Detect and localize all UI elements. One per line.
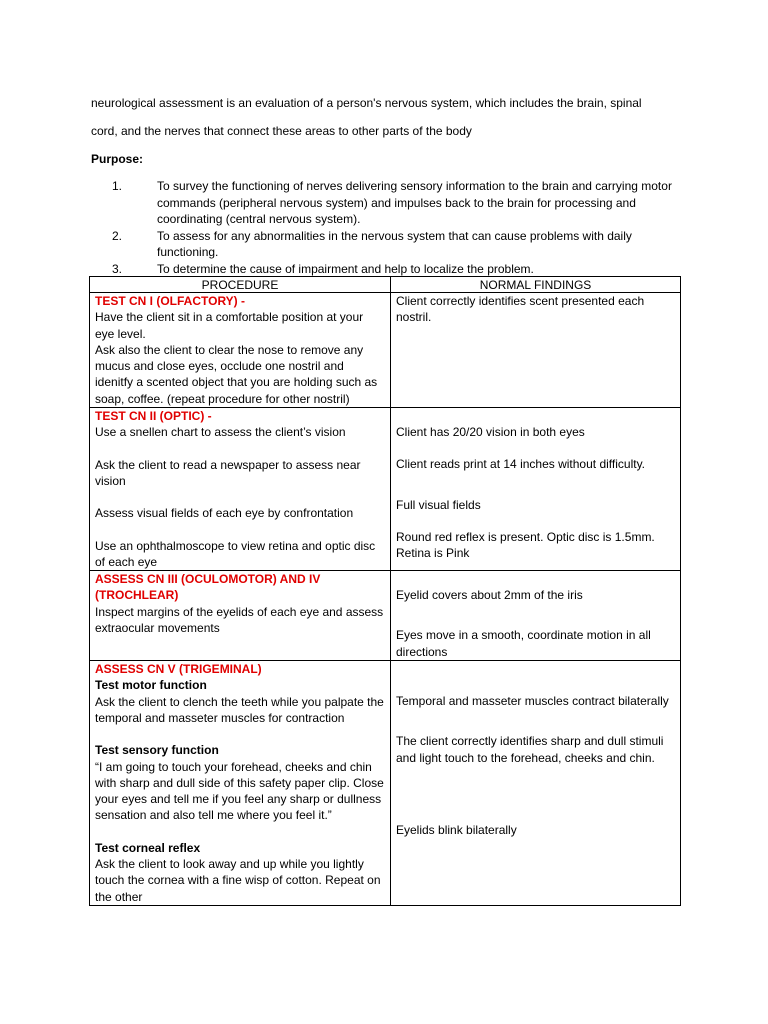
cn3-procedure-cell xyxy=(90,571,391,661)
cn5-title: ASSESS CN V (TRIGEMINAL) xyxy=(95,662,262,677)
cn3-finding-2: Eyes move in a smooth, coordinate motion in all directions xyxy=(396,628,651,659)
cn2-procedure-1: Use a snellen chart to assess the client’s vision xyxy=(95,425,346,440)
cn5-finding-1: Temporal and masseter muscles contract bilaterally xyxy=(396,694,669,709)
cn5-corneal-text: Ask the client to look away and up while you lightly touch the cornea with a fine wisp of cotton. Repeat on the other xyxy=(95,857,381,904)
cn5-corneal-label: Test corneal reflex xyxy=(95,840,201,855)
cn5-procedure-cell xyxy=(90,661,391,906)
table-row-cn3-cn4 xyxy=(90,571,681,661)
table-row-cn5 xyxy=(90,661,681,906)
cn1-findings-cell xyxy=(391,293,681,408)
cn3-finding-1: Eyelid covers about 2mm of the iris xyxy=(396,588,583,603)
table-header-row xyxy=(90,277,681,293)
cn5-motor-text: Ask the client to clench the teeth while you palpate the temporal and masseter muscles for contraction xyxy=(95,694,384,725)
cn2-procedure-2: Ask the client to read a newspaper to assess near vision xyxy=(95,457,361,488)
purpose-item xyxy=(91,261,691,278)
cn5-sensory-label: Test sensory function xyxy=(95,743,219,758)
cn2-finding-2: Client reads print at 14 inches without difficulty. xyxy=(396,457,646,472)
cn2-procedure-cell xyxy=(90,408,391,571)
cn5-sensory-text: “I am going to touch your forehead, cheeks and chin with sharp and dull side of this safety paper clip. Close your eyes and tell me if you feel any sharp or dullness sensation and also tell me where you feel it.” xyxy=(95,759,384,823)
header-normal-findings: NORMAL FINDINGS xyxy=(391,277,681,293)
cn3-procedure-1: Inspect margins of the eyelids of each eye and assess extraocular movements xyxy=(95,604,384,636)
intro-line-2: cord, and the nerves that connect these areas to other parts of the body xyxy=(91,124,472,138)
cn2-title: TEST CN II (OPTIC) - xyxy=(95,409,212,424)
cn2-finding-3: Full visual fields xyxy=(396,497,481,512)
assessment-table xyxy=(89,276,681,906)
header-procedure: PROCEDURE xyxy=(90,277,391,293)
cn1-procedure-2: Ask also the client to clear the nose to remove any mucus and close eyes, occlude one nostril and idenitfy a scented object that you are holding such as soap, coffee. (repeat procedure for other nostril) xyxy=(95,342,378,406)
purpose-item-text: To survey the functioning of nerves delivering sensory information to the brain and carrying motor commands (peripheral nervous system) and impulses back to the brain for processing and coordinating (central nervous system). xyxy=(157,179,672,226)
cn2-procedure-3: Assess visual fields of each eye by confrontation xyxy=(95,506,354,521)
cn5-finding-2: The client correctly identifies sharp and dull stimuli and light touch to the forehead, cheeks and chin. xyxy=(396,734,664,765)
cn1-title: TEST CN I (OLFACTORY) - xyxy=(95,294,245,308)
cn5-findings-cell xyxy=(391,661,681,906)
purpose-item-text: To assess for any abnormalities in the nervous system that can cause problems with daily functioning. xyxy=(157,228,632,259)
cn2-finding-4: Round red reflex is present. Optic disc is 1.5mm. Retina is Pink xyxy=(396,529,655,561)
purpose-item-number: 1. xyxy=(112,179,123,193)
cn2-finding-1: Client has 20/20 vision in both eyes xyxy=(396,425,585,440)
table-row-cn2 xyxy=(90,408,681,571)
cn3-findings-cell xyxy=(391,571,681,661)
cn5-motor-label: Test motor function xyxy=(95,678,207,693)
purpose-item-number: 3. xyxy=(112,261,123,276)
purpose-list xyxy=(91,178,691,277)
cn1-procedure-1: Have the client sit in a comfortable position at your eye level. xyxy=(95,310,364,341)
purpose-item xyxy=(91,178,691,228)
cn2-findings-cell xyxy=(391,408,681,571)
purpose-item-text: To determine the cause of impairment and help to localize the problem. xyxy=(157,261,534,276)
cn1-finding: Client correctly identifies scent presented each nostril. xyxy=(396,294,645,325)
cn2-procedure-4: Use an ophthalmoscope to view retina and optic disc of each eye xyxy=(95,538,376,569)
cn3-title: ASSESS CN III (OCULOMOTOR) AND IV (TROCHLEAR) xyxy=(95,572,321,603)
cn1-procedure-cell xyxy=(90,293,391,408)
purpose-item xyxy=(91,228,691,261)
purpose-heading: Purpose: xyxy=(91,152,144,166)
cn5-finding-3: Eyelids blink bilaterally xyxy=(396,822,517,837)
purpose-item-number: 2. xyxy=(112,228,123,243)
table-row-cn1 xyxy=(90,293,681,408)
intro-line-1: neurological assessment is an evaluation of a person's nervous system, which includes the brain, spinal xyxy=(91,96,642,110)
